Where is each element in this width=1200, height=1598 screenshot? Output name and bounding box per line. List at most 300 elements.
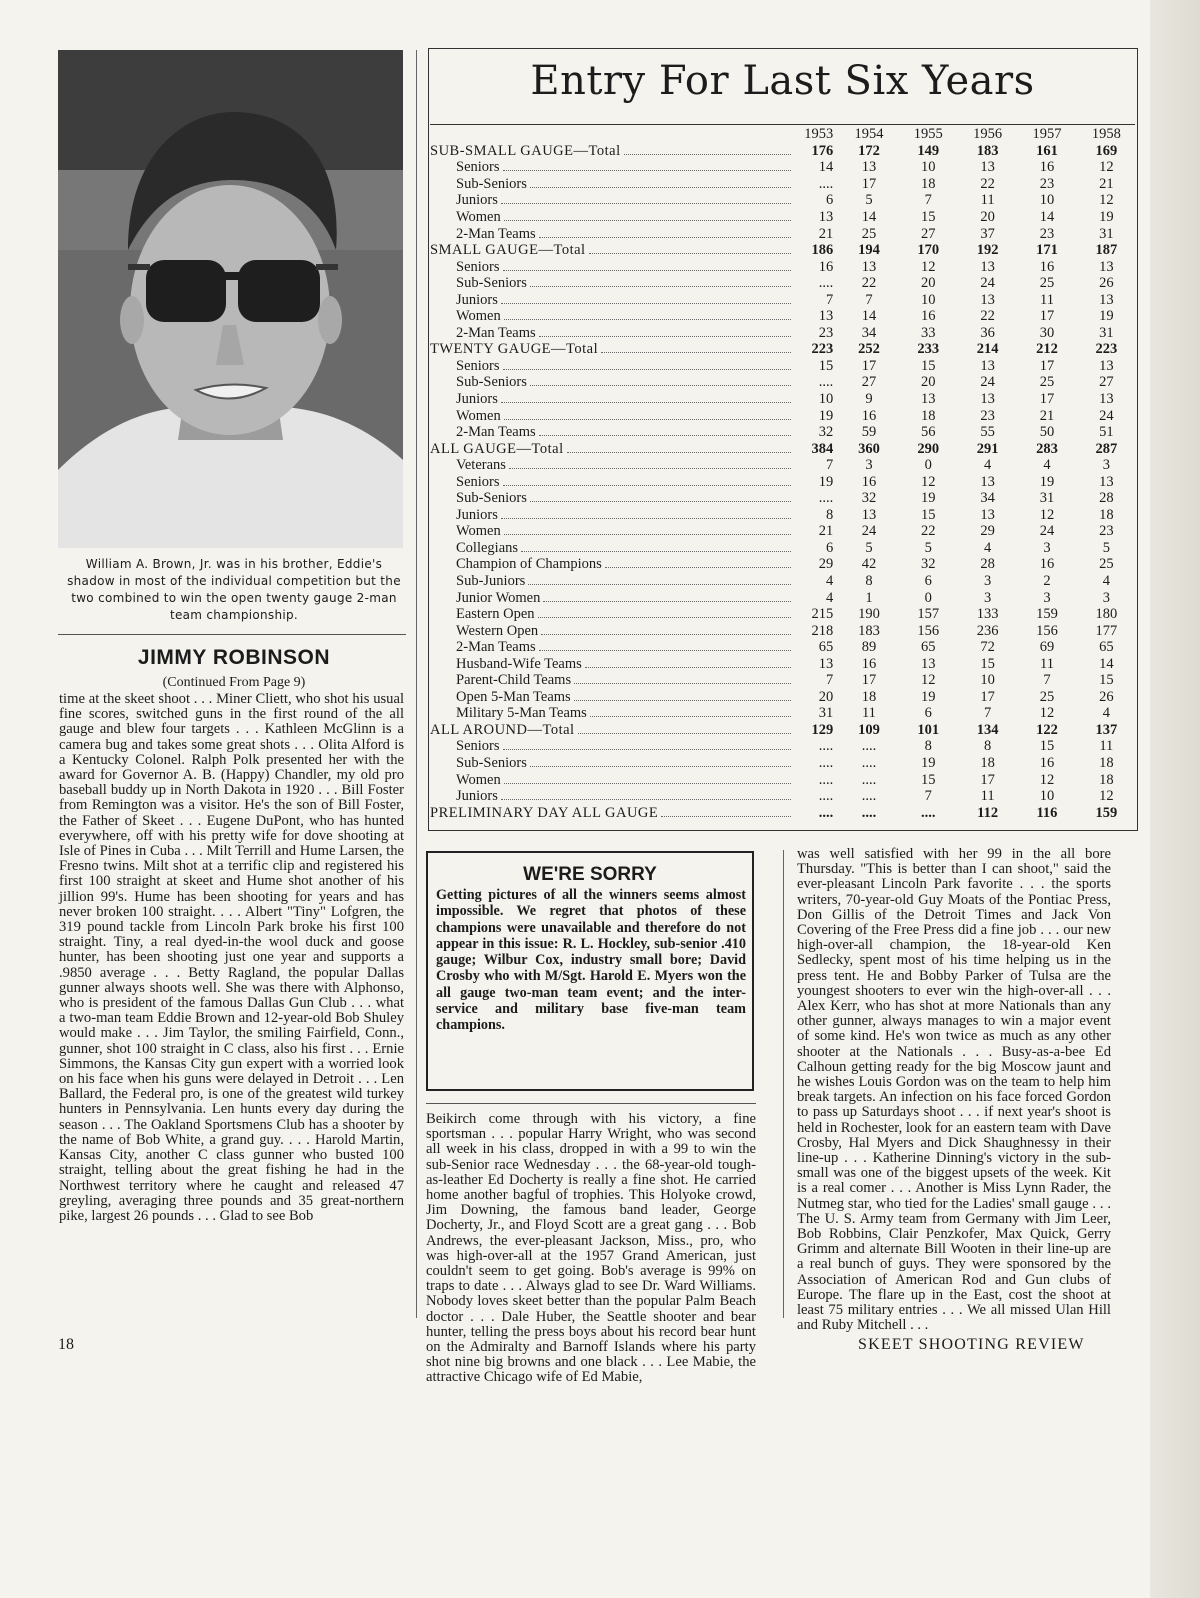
table-cell: 21 (1039, 407, 1055, 424)
table-row (430, 176, 1136, 193)
table-cell: 223 (1095, 341, 1118, 358)
row-label-cell (430, 755, 794, 772)
divider (426, 1103, 756, 1104)
table-header-row (430, 126, 1136, 143)
table-cell: 360 (858, 440, 880, 457)
row-label: 2-Man Teams (456, 424, 536, 441)
row-label-cell (430, 275, 794, 292)
row-label-wrap (430, 508, 794, 523)
row-label-cell (430, 457, 794, 474)
table-cell: 34 (861, 324, 877, 341)
dot-leader (503, 485, 792, 486)
table-cell: 17 (1039, 357, 1055, 374)
row-label-cell (430, 739, 794, 756)
dot-leader (501, 518, 791, 519)
dot-leader (589, 253, 792, 254)
table-cell: 22 (921, 523, 936, 540)
table-cell: .... (861, 755, 877, 771)
table-cell: 21 (818, 225, 834, 242)
table-cell: 8 (924, 738, 932, 755)
dot-leader (578, 733, 792, 734)
row-label: 2-Man Teams (456, 639, 536, 656)
table-cell: 1 (865, 589, 873, 606)
table-cell: 17 (980, 771, 995, 788)
row-label-cell (430, 772, 794, 789)
table-cell: 22 (980, 175, 995, 192)
row-label: Eastern Open (456, 606, 535, 623)
table-cell: 12 (1039, 705, 1055, 722)
article-body-left: time at the skeet shoot . . . Miner Cliett, who shot his usual fine scores, switched guns in the first round of the all gauge and blew four targets . . . Kathleen McGlinn is a camera bug and takes some great shots . . . Olita Alford is a Kentucky Colonel. Ralph Polk presented her with the award for Governor A. B. (Happy) Chandler, my old pro baseball buddy up in North Dakota in 1920 . . . Bill Foster from Remington was a visitor. He's the son of Bill Foster, the Father of Skeet . . . Eugene DuPont, who has hunted everywhere, off with his pretty wife for dove shooting at Isle of Pines in Cuba . . . Milt Terrill and Hume Larsen, the Fresno twins. Milt shot at a terrific clip and registered his first 100 straight at skeet and Hume shot another of his jillion 99's. Hume has been shooting for years and has never broken 100 straight. . . . Albert "Tiny" Lofgren, the 319 pound tackle from Lincoln Park broke his first 100 straight. Tiny, a real dyed-in-the wool duck and goose hunter, has been shooting just one year and supports a .9850 average . . . Betty Ragland, the popular Dallas gunner always shoots well. She was there with Alphonso, who is president of the famous Dallas Gun Club . . . what a two-man team Eddie Brown and 12-year-old Bob Shuley would make . . . Jim Taylor, the smiling Fairfield, Conn., gunner, shot 100 straight in C class, also his first . . . Ernie Simmons, the Kansas City gun expert with a worried look on his face when his guns were delayed in Detroit . . . Len Ballard, the Federal pro, is one of the greatest wild turkey hunters in Pennsylvania. Len hunts every day during the season . . . The Oakland Sportsmens Club has a shooter by the name of Bob White, a grand guy. . . . Harold Martin, Kansas City, another C class gunner who busted 100 straight, telling about the great fishing he had in the Northwest territory where he caught and released 47 greyling, averaging three pounds and 35 great-northern pike, largest 26 pounds . . . Glad to see Bob (59, 691, 404, 1224)
table-cell: 3 (1043, 589, 1051, 606)
row-label: Women (456, 407, 501, 424)
table-cell: 12 (1099, 159, 1114, 176)
table-cell: 13 (921, 655, 936, 672)
table-cell: 14 (1039, 208, 1055, 225)
table-cell: 176 (811, 142, 834, 159)
table-cell: 101 (917, 721, 940, 738)
dot-leader (539, 435, 792, 436)
table-cell: 15 (921, 357, 936, 374)
table-cell: 4 (1102, 705, 1110, 722)
dot-leader (503, 749, 792, 750)
table-cell: 233 (917, 341, 940, 358)
table-cell: 218 (811, 622, 834, 639)
row-label: Juniors (456, 192, 498, 209)
row-label: 2-Man Teams (456, 225, 536, 242)
row-label-wrap (430, 193, 794, 208)
dot-leader (504, 419, 792, 420)
table-row (430, 325, 1136, 342)
row-label: ALL GAUGE—Total (430, 440, 564, 457)
table-cell: 177 (1095, 622, 1118, 639)
table-cell: 212 (1036, 341, 1058, 358)
row-label: Sub-Seniors (456, 755, 527, 771)
column-divider (783, 850, 784, 1318)
table-row (430, 160, 1136, 177)
table-cell: 287 (1095, 440, 1118, 457)
row-label-cell (430, 507, 794, 524)
table-cell: 16 (861, 655, 877, 672)
page-number: 18 (58, 1336, 74, 1353)
row-label: Women (456, 523, 501, 540)
row-label-cell (430, 805, 794, 822)
row-label: Women (456, 209, 501, 225)
table-cell: 36 (980, 324, 995, 341)
continued-note: (Continued From Page 9) (162, 675, 306, 690)
table-cell: .... (818, 804, 834, 821)
table-cell: 16 (861, 473, 877, 490)
row-label-cell (430, 656, 794, 673)
dot-leader (503, 170, 792, 171)
table-cell: 4 (1102, 572, 1110, 589)
row-label: Junior Women (456, 589, 541, 606)
table-cell: 69 (1039, 639, 1055, 656)
table-cell: 5 (865, 192, 873, 209)
table-cell: 12 (1039, 771, 1055, 788)
dot-leader (624, 154, 792, 155)
table-row (430, 441, 1136, 458)
row-label-cell (430, 160, 794, 177)
table-cell: 11 (1039, 655, 1054, 672)
row-label-cell (430, 308, 794, 325)
row-label-cell (430, 325, 794, 342)
table-cell: .... (861, 771, 877, 788)
table-cell: .... (818, 738, 834, 755)
row-label: Champion of Champions (456, 556, 602, 573)
table-cell: 24 (980, 374, 995, 391)
table-cell: 3 (1043, 539, 1051, 556)
table-cell: 10 (921, 159, 936, 176)
table-row (430, 722, 1136, 739)
table-cell: 16 (818, 258, 834, 275)
table-row (430, 673, 1136, 690)
table-cell: 14 (818, 159, 834, 176)
table-cell: 55 (980, 424, 995, 441)
table-cell: 13 (861, 159, 877, 176)
table-cell: 17 (1039, 308, 1055, 325)
table-cell: 4 (984, 457, 992, 474)
dot-leader (530, 187, 791, 188)
row-label-wrap (430, 177, 794, 192)
table-cell: 32 (861, 490, 877, 507)
table-cell: 7 (826, 291, 834, 308)
table-cell: 183 (858, 622, 880, 639)
table-cell: 10 (818, 390, 834, 407)
table-cell: 20 (921, 275, 936, 292)
table-cell: 9 (865, 390, 873, 407)
table-cell: 16 (1039, 755, 1055, 771)
row-label-wrap (430, 442, 794, 457)
row-label: Seniors (456, 738, 500, 755)
row-label-wrap (430, 739, 794, 754)
table-cell: 32 (818, 424, 834, 441)
row-label-wrap (430, 458, 794, 473)
divider (58, 634, 406, 635)
row-label-cell (430, 689, 794, 706)
table-cell: 4 (826, 589, 834, 606)
table-cell: 18 (1099, 755, 1114, 771)
dot-leader (530, 385, 791, 386)
table-cell: 10 (921, 291, 936, 308)
table-row (430, 639, 1136, 656)
table-cell: 19 (1039, 473, 1055, 490)
row-label-wrap (430, 673, 794, 688)
table-row (430, 308, 1136, 325)
table-row (430, 606, 1136, 623)
row-label: Juniors (456, 391, 498, 407)
article-heading: JIMMY ROBINSON (137, 646, 331, 669)
table-cell: 12 (1099, 192, 1114, 209)
table-cell: .... (818, 374, 834, 391)
table-cell: 109 (858, 721, 880, 738)
table-row (430, 573, 1136, 590)
table-cell: 19 (921, 755, 936, 771)
table-cell: 25 (1039, 374, 1055, 391)
table-cell: 190 (858, 606, 880, 623)
dot-leader (504, 783, 792, 784)
table-cell: 134 (976, 721, 999, 738)
row-label-cell (430, 606, 794, 623)
table-cell: 21 (818, 523, 834, 540)
row-label-cell (430, 408, 794, 425)
row-label: Sub-Seniors (456, 490, 527, 507)
table-cell: 15 (1099, 672, 1114, 689)
dot-leader (504, 319, 792, 320)
table-row (430, 755, 1136, 772)
row-label: Women (456, 771, 501, 788)
table-cell: 65 (818, 639, 834, 656)
photo-caption: William A. Brown, Jr. was in his brother, Eddie's shadow in most of the individual competition but the two combined to win the open twenty gauge 2-man team championship. (67, 557, 401, 622)
table-cell: 7 (1043, 672, 1051, 689)
table-cell: 13 (818, 208, 834, 225)
table-cell: 65 (1099, 639, 1114, 656)
table-cell: 20 (818, 688, 834, 705)
table-row (430, 209, 1136, 226)
table-cell: 13 (1099, 473, 1114, 490)
table-cell: 8 (984, 738, 992, 755)
table-cell: 183 (976, 142, 999, 159)
table-cell: 23 (1099, 523, 1114, 540)
row-label: Veterans (456, 457, 506, 474)
dot-leader (585, 667, 791, 668)
table-cell: 42 (861, 556, 877, 573)
table-cell: 290 (917, 440, 940, 457)
row-label-cell (430, 540, 794, 557)
table-row (430, 424, 1136, 441)
table-row (430, 391, 1136, 408)
article-body-right: was well satisfied with her 99 in the all bore Thursday. "This is better than I can shoot," said the ever-pleasant Lincoln Park favorite . . . the sports writers, 70-year-old Guy Moats of the Pontiac Press, Don Gillis of the Detroit Times and Jack Von Covering of the Free Press did a fine job . . . our new high-over-all champion, the 18-year-old Ken Sedlecky, spent most of his time helping us in the press tent. He and Bobby Parker of Tulsa are the youngest shooters to ever win the high-over-all . . . Alex Kerr, who has shot at more Nationals than any other gunner, always manages to win a major event of some kind. He's won twice as much as any other shooter at the Nationals . . . Busy-as-a-bee Ed Calhoun getting ready for the big Moscow jaunt and he wishes Louis Gordon was on the team to help him break targets. An infection on his face forced Gordon to pass up Saturdays shoot . . . if next year's shoot is held in Rochester, look for an eastern team with Dave Crosby, Hal Myers and Dick Shaughnessy in their line-up . . . Katherine Dinning's victory in the sub-small was one of the biggest upsets of the week. Kit is a real comer . . . Another is Miss Lynn Rader, the Nutmeg star, who tied for the Ladies' small gauge . . . The U. S. Army team from Germany with Jim Leer, Bob Robbins, Clair Penzkofer, Max Quick, Gerry Grimm and alternate Bill Wooten in their line-up are a real bunch of guys. They were sponsored by the Association of American Rod and Gun clubs of Europe. The flare up in the East, cost the shoot at least 75 military entries . . . We all missed Ulan Hill and Ruby Mitchell . . . (797, 846, 1111, 1334)
row-label-wrap (430, 227, 794, 242)
row-label: Military 5-Man Teams (456, 705, 587, 722)
table-cell: 17 (861, 175, 877, 192)
row-label-cell (430, 209, 794, 226)
table-cell: 24 (1039, 523, 1055, 540)
table-cell: .... (861, 788, 877, 805)
table-row (430, 772, 1136, 789)
table-cell: 10 (1039, 788, 1055, 805)
table-row (430, 292, 1136, 309)
table-cell: 129 (811, 721, 834, 738)
year-header: 1956 (973, 126, 1003, 142)
table-cell: 15 (921, 771, 936, 788)
table-cell: 23 (818, 324, 834, 341)
table-cell: 16 (861, 407, 877, 424)
dot-leader (501, 799, 791, 800)
row-label-cell (430, 424, 794, 441)
table-cell: 24 (980, 275, 995, 292)
table-cell: 18 (921, 175, 936, 192)
dot-leader (574, 700, 792, 701)
table-cell: 18 (921, 407, 936, 424)
table-cell: 187 (1095, 242, 1118, 259)
table-cell: 13 (980, 506, 995, 523)
row-label-wrap (430, 326, 794, 341)
portrait-illustration (58, 50, 403, 548)
table-cell: 112 (977, 804, 999, 821)
table-cell: 5 (865, 539, 873, 556)
row-label: Seniors (456, 358, 500, 374)
row-label-cell (430, 226, 794, 243)
row-label-wrap (430, 260, 794, 275)
table-cell: 236 (976, 622, 999, 639)
row-label-wrap (430, 624, 794, 639)
table-row (430, 275, 1136, 292)
table-cell: 169 (1095, 142, 1118, 159)
table-cell: 172 (858, 142, 880, 159)
table-row (430, 193, 1136, 210)
table-row (430, 524, 1136, 541)
table-cell: 30 (1039, 324, 1055, 341)
dot-leader (501, 303, 791, 304)
table-cell: 15 (921, 208, 936, 225)
table-cell: 13 (1099, 291, 1114, 308)
table-cell: 19 (1099, 308, 1114, 325)
table-cell: 24 (861, 523, 877, 540)
table-cell: 223 (811, 341, 834, 358)
publication-name: SKEET SHOOTING REVIEW (858, 1336, 1085, 1353)
row-label-wrap (430, 591, 794, 606)
row-label-wrap (430, 574, 794, 589)
table-row (430, 540, 1136, 557)
row-label-wrap (430, 276, 794, 291)
table-cell: 13 (980, 390, 995, 407)
table-cell: 28 (980, 556, 995, 573)
table-cell: 89 (861, 639, 877, 656)
row-label: 2-Man Teams (456, 325, 536, 341)
table-cell: 11 (980, 192, 995, 209)
table-cell: 13 (818, 655, 834, 672)
row-label-wrap (430, 657, 794, 672)
row-label-wrap (430, 425, 794, 440)
divider (430, 124, 1135, 125)
table-cell: 27 (1099, 374, 1114, 391)
table-cell: 25 (1039, 688, 1055, 705)
table-cell: 12 (1099, 788, 1114, 805)
table-row (430, 623, 1136, 640)
row-label: Seniors (456, 258, 500, 275)
table-cell: 6 (826, 192, 834, 209)
table-row (430, 739, 1136, 756)
table-cell: 7 (826, 457, 834, 474)
table-row (430, 474, 1136, 491)
table-cell: 13 (818, 308, 834, 325)
dot-leader (661, 816, 791, 817)
dot-leader (590, 716, 791, 717)
table-cell: 13 (980, 258, 995, 275)
table-cell: 13 (980, 291, 995, 308)
table-cell: 29 (818, 556, 834, 573)
dot-leader (521, 551, 791, 552)
dot-leader (605, 567, 791, 568)
row-label: Sub-Seniors (456, 374, 527, 391)
table-cell: 31 (1099, 324, 1114, 341)
row-label: ALL AROUND—Total (430, 722, 575, 738)
dot-leader (504, 220, 792, 221)
table-cell: 56 (921, 424, 936, 441)
table-cell: 11 (1039, 291, 1054, 308)
sorry-text: Getting pictures of all the winners seems almost impossible. We regret that photos of these champions were unavailable and therefore do not appear in this issue: R. L. Hockley, sub-senior .410 gauge; Wilbur Cox, industry small bore; David Crosby who with M/Sgt. Harold E. Myers won the all gauge two-man team event; and the inter-service and military base five-man team champions. (436, 887, 746, 1034)
table-cell: 6 (924, 572, 932, 589)
table-cell: 157 (917, 606, 940, 623)
table-cell: .... (818, 755, 834, 771)
table-cell: 37 (980, 225, 995, 242)
row-label: Western Open (456, 622, 539, 639)
table-cell: 252 (858, 341, 880, 358)
year-header: 1954 (854, 126, 884, 142)
dot-leader (530, 501, 791, 502)
table-cell: 18 (980, 755, 995, 771)
dot-leader (504, 534, 792, 535)
row-label-cell (430, 176, 794, 193)
row-label-wrap (430, 359, 794, 374)
table-cell: 8 (826, 506, 834, 523)
dot-leader (543, 601, 791, 602)
table-row (430, 143, 1136, 160)
table-cell: 13 (1099, 357, 1114, 374)
table-cell: 51 (1099, 424, 1114, 441)
row-label-cell (430, 342, 794, 359)
table-cell: 10 (980, 672, 995, 689)
dot-leader (501, 402, 791, 403)
row-label-cell (430, 474, 794, 491)
table-cell: 156 (1036, 622, 1058, 639)
row-label-cell (430, 623, 794, 640)
table-cell: 4 (1043, 457, 1051, 474)
table-cell: 13 (1099, 258, 1114, 275)
table-cell: 291 (976, 440, 999, 457)
row-label-cell (430, 573, 794, 590)
table-row (430, 259, 1136, 276)
table-cell: 31 (818, 705, 834, 722)
row-label-wrap (430, 491, 794, 506)
table-cell: 20 (921, 374, 936, 391)
dot-leader (530, 766, 791, 767)
table-cell: 5 (1102, 539, 1110, 556)
table-cell: 19 (818, 473, 834, 490)
table-cell: 13 (921, 390, 936, 407)
row-label-cell (430, 358, 794, 375)
row-label-cell (430, 292, 794, 309)
row-label-wrap (430, 806, 794, 821)
table-cell: 27 (861, 374, 877, 391)
table-cell: 159 (1036, 606, 1058, 623)
year-header: 1957 (1032, 126, 1062, 142)
table-row (430, 342, 1136, 359)
table-cell: 27 (921, 225, 936, 242)
table-cell: 149 (917, 142, 940, 159)
dot-leader (528, 584, 791, 585)
table-cell: 12 (1039, 506, 1055, 523)
row-label-wrap (430, 690, 794, 705)
table-cell: 19 (1099, 208, 1114, 225)
table-cell: .... (861, 738, 877, 755)
table-cell: 3 (865, 457, 873, 474)
row-label: SUB-SMALL GAUGE—Total (430, 143, 621, 159)
table-cell: 15 (1039, 738, 1055, 755)
table-row (430, 226, 1136, 243)
row-label-wrap (430, 309, 794, 324)
table-cell: 20 (980, 208, 995, 225)
table-cell: 18 (1099, 506, 1114, 523)
dot-leader (567, 452, 792, 453)
table-cell: 29 (980, 523, 995, 540)
row-label: Juniors (456, 788, 498, 805)
dot-leader (503, 270, 792, 271)
table-cell: .... (818, 771, 834, 788)
table-cell: 19 (921, 688, 936, 705)
row-label-wrap (430, 723, 794, 738)
table-cell: 180 (1095, 606, 1118, 623)
